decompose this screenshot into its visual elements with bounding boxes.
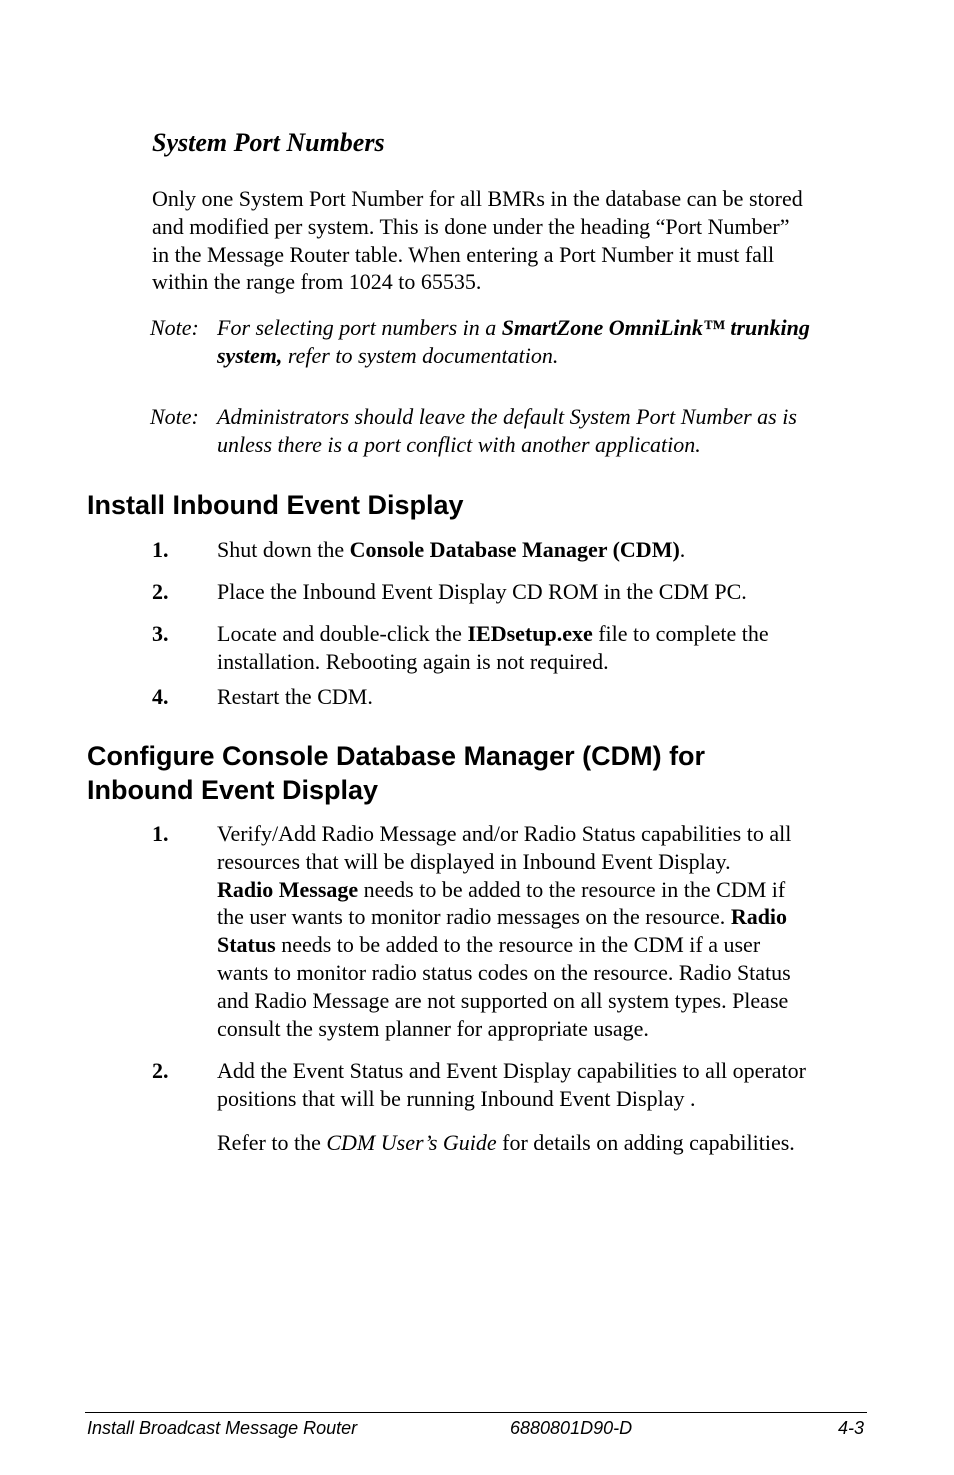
step-line: positions that will be running Inbound Event Display . — [217, 1085, 696, 1111]
note-port-numbers — [150, 314, 880, 370]
note-text — [217, 403, 880, 459]
note-text-part: For selecting port numbers in a — [217, 315, 502, 340]
section-heading-system-port-numbers: System Port Numbers — [152, 128, 385, 157]
footer-page-number: 4-3 — [838, 1418, 865, 1438]
step-number: 4. — [152, 684, 169, 709]
install-step-4 — [152, 683, 872, 711]
footer-rule — [85, 1412, 867, 1413]
step-text: Restart the CDM. — [217, 684, 373, 709]
install-step-2 — [152, 578, 872, 606]
step-text: Shut down the — [217, 537, 350, 562]
step-bold-radio: Radio — [730, 904, 788, 930]
step-number: 3. — [152, 621, 169, 646]
configure-refer — [152, 1129, 872, 1157]
step-number: 1. — [152, 537, 169, 562]
refer-text: Refer to the — [217, 1130, 327, 1155]
section-heading-configure — [87, 739, 705, 807]
step-bold-iedsetup: IEDsetup.exe — [467, 621, 593, 646]
step-line: the user wants to monitor radio messages on the resource. — [217, 904, 731, 930]
step-bold-cdm: Console Database Manager (CDM) — [349, 537, 680, 562]
configure-step-2 — [152, 1057, 872, 1113]
note-bold-smartzone: SmartZone OmniLink™ trunking — [501, 315, 810, 340]
refer-guide-title: CDM User’s Guide — [326, 1130, 497, 1155]
step-number: 2. — [152, 1058, 169, 1083]
note-default-port — [150, 403, 880, 459]
note-line: Administrators should leave the default System Port Number as is — [217, 404, 797, 429]
step-line: wants to monitor radio status codes on the resource. Radio Status — [217, 959, 791, 985]
paragraph-line: and modified per system. This is done under the heading “Port Number” — [152, 213, 790, 239]
footer-document-number: 6880801D90-D — [510, 1418, 633, 1438]
refer-text: for details on adding capabilities. — [496, 1130, 795, 1155]
step-text: Locate and double-click the — [217, 621, 468, 646]
heading-line: Inbound Event Display — [87, 775, 379, 805]
heading-line: Configure Console Database Manager (CDM) for — [87, 741, 706, 771]
install-step-1 — [152, 536, 872, 564]
note-text-part: refer to system documentation. — [282, 343, 559, 368]
step-bold-status: Status — [217, 932, 276, 958]
paragraph-line: in the Message Router table. When entering a Port Number it must fall — [152, 241, 775, 267]
step-text: Place the Inbound Event Display CD ROM in the CDM PC. — [217, 579, 747, 604]
system-port-paragraph — [152, 185, 882, 296]
step-text: file to complete the — [592, 621, 769, 646]
note-label: Note: — [150, 315, 199, 340]
paragraph-line: within the range from 1024 to 65535. — [152, 269, 482, 295]
step-text: . — [679, 537, 686, 562]
step-line: consult the system planner for appropriate usage. — [217, 1015, 649, 1041]
step-line: needs to be added to the resource in the CDM if a user — [275, 932, 761, 958]
footer-chapter-title: Install Broadcast Message Router — [87, 1418, 358, 1438]
step-line: Verify/Add Radio Message and/or Radio Status capabilities to all — [217, 821, 792, 846]
step-line: Add the Event Status and Event Display capabilities to all operator — [217, 1058, 806, 1083]
step-number: 1. — [152, 821, 169, 846]
step-number: 2. — [152, 579, 169, 604]
install-step-3 — [152, 620, 872, 676]
configure-step-1 — [152, 820, 872, 1042]
step-line: needs to be added to the resource in the CDM if — [358, 876, 786, 902]
note-line: unless there is a port conflict with another application. — [217, 432, 701, 457]
paragraph-line: Only one System Port Number for all BMRs in the database can be stored — [152, 186, 803, 211]
step-bold-radio-message: Radio Message — [217, 876, 359, 902]
step-line: resources that will be displayed in Inbound Event Display. — [217, 848, 731, 874]
note-bold-system: system, — [217, 343, 283, 368]
section-heading-install: Install Inbound Event Display — [87, 490, 464, 520]
step-line: and Radio Message are not supported on all system types. Please — [217, 987, 789, 1013]
note-label: Note: — [150, 404, 199, 429]
note-text — [217, 314, 880, 370]
step-text: installation. Rebooting again is not required. — [217, 648, 609, 674]
